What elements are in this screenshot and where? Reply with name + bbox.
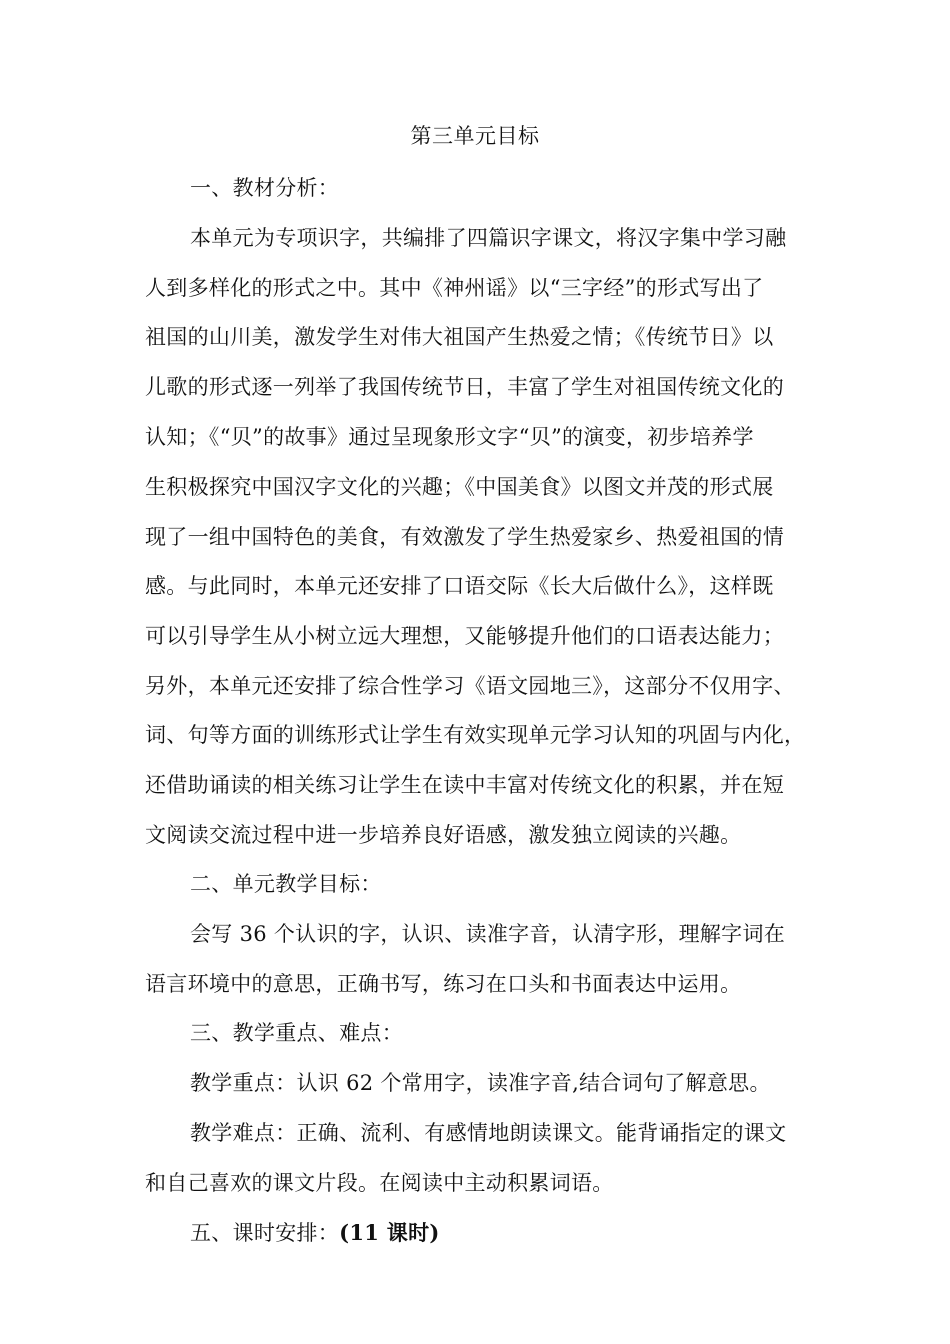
schedule-hours: (11 课时) (339, 1220, 440, 1245)
section-heading-key-points: 三、教学重点、难点： (190, 1021, 403, 1045)
schedule-heading-prefix: 五、课时安排： (190, 1221, 340, 1245)
difficulty-line: 教学难点：正确、流利、有感情地朗读课文。能背诵指定的课文 (190, 1121, 787, 1145)
goal-line: 会写 36 个认识的字，认识、读准字音，认清字形，理解字词在 (190, 922, 786, 946)
analysis-line: 人到多样化的形式之中。其中《神州谣》以“三字经”的形式写出了 (145, 276, 764, 300)
section-heading-goals: 二、单元教学目标： (190, 872, 382, 896)
goal-line: 语言环境中的意思，正确书写，练习在口头和书面表达中运用。 (145, 972, 742, 996)
difficulty-line: 和自己喜欢的课文片段。在阅读中主动积累词语。 (145, 1171, 614, 1195)
analysis-line: 可以引导学生从小树立远大理想，又能够提升他们的口语表达能力； (145, 624, 784, 648)
section-heading-schedule (190, 1218, 830, 1248)
analysis-line: 感。与此同时，本单元还安排了口语交际《长大后做什么》，这样既 (145, 574, 774, 598)
analysis-line: 祖国的山川美，激发学生对伟大祖国产生热爱之情；《传统节日》以 (145, 325, 774, 349)
analysis-line: 生积极探究中国汉字文化的兴趣；《中国美食》以图文并茂的形式展 (145, 475, 774, 499)
analysis-line: 本单元为专项识字，共编排了四篇识字课文，将汉字集中学习融 (190, 226, 787, 250)
key-point-line: 教学重点：认识 62 个常用字，读准字音,结合词句了解意思。 (190, 1071, 771, 1095)
analysis-line: 文阅读交流过程中进一步培养良好语感，激发独立阅读的兴趣。 (145, 823, 742, 847)
analysis-line: 认知；《“贝”的故事》通过呈现象形文字“贝”的演变，初步培养学 (145, 425, 754, 449)
analysis-line: 现了一组中国特色的美食，有效激发了学生热爱家乡、热爱祖国的情 (145, 525, 784, 549)
section-heading-analysis: 一、教材分析： (190, 176, 340, 200)
analysis-line: 另外，本单元还安排了综合性学习《语文园地三》，这部分不仅用字、 (145, 674, 795, 698)
analysis-line: 词、句等方面的训练形式让学生有效实现单元学习认知的巩固与内化， (145, 723, 806, 747)
analysis-line: 还借助诵读的相关练习让学生在读中丰富对传统文化的积累，并在短 (145, 773, 784, 797)
analysis-line: 儿歌的形式逐一列举了我国传统节日，丰富了学生对祖国传统文化的 (145, 375, 784, 399)
page-title: 第三单元目标 (410, 124, 540, 148)
